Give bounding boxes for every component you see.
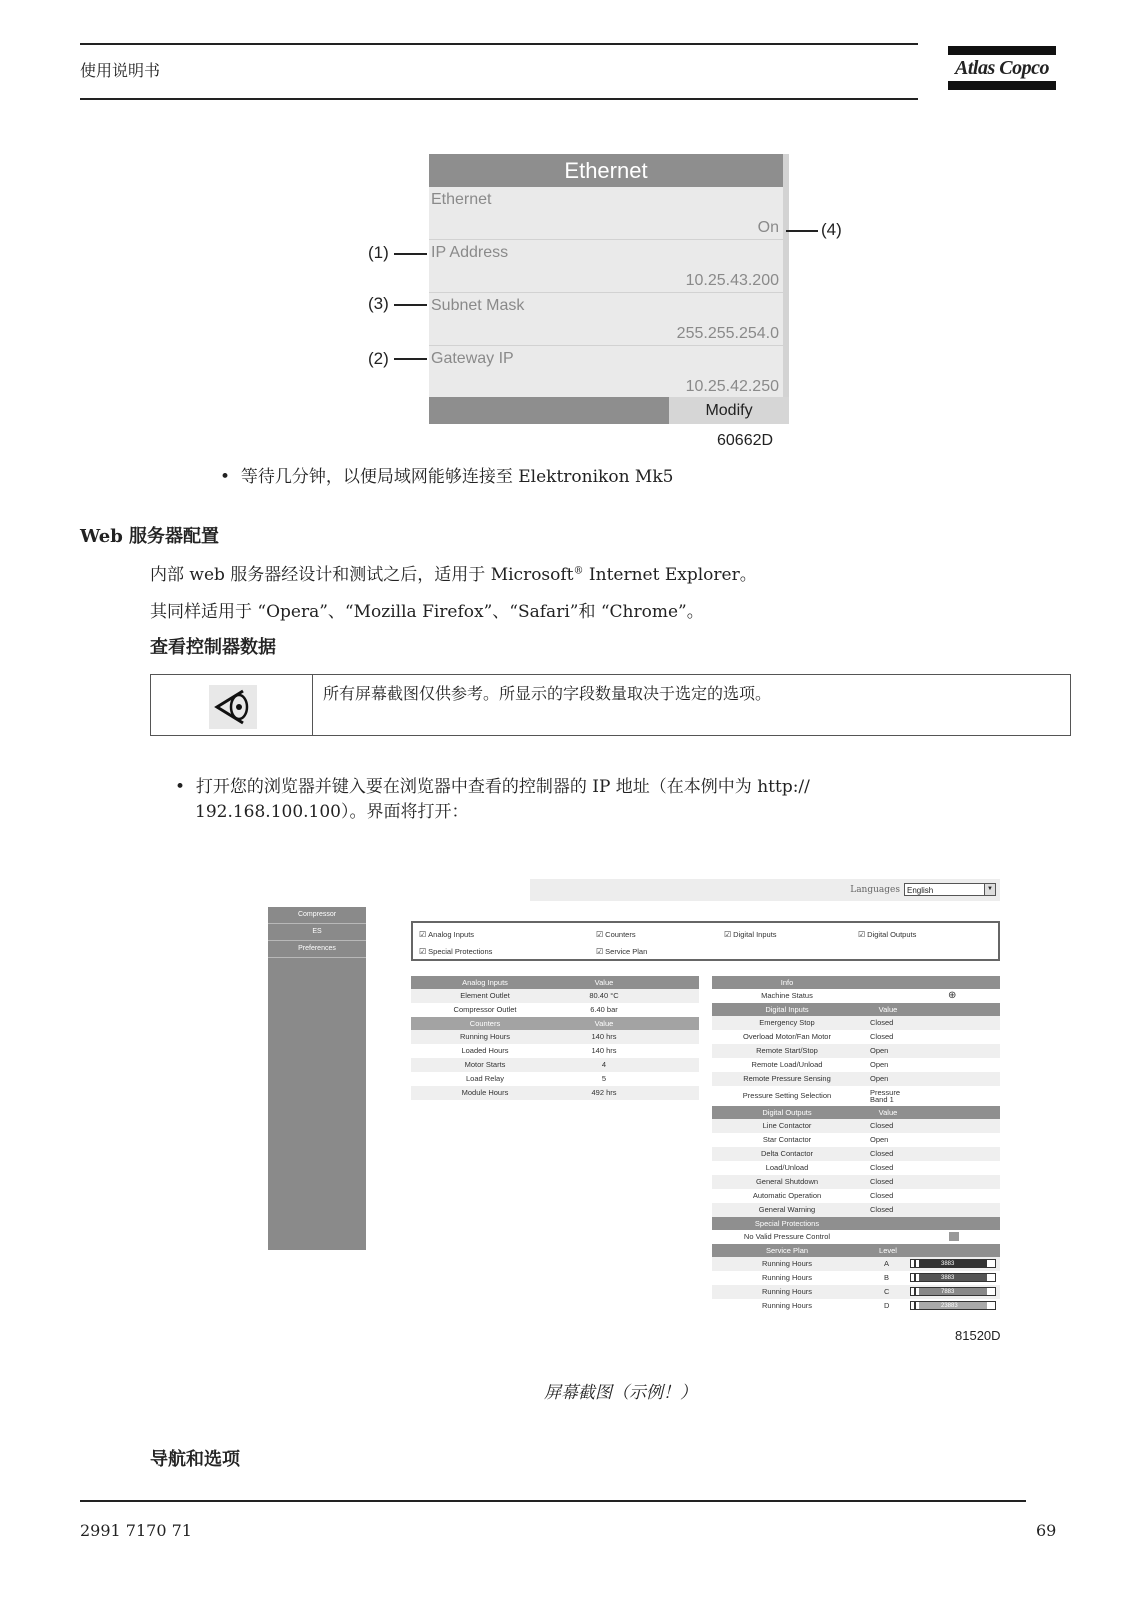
chevron-down-icon: ▼ (984, 884, 995, 895)
table-row: Running Hours D 23883 (712, 1299, 1000, 1313)
eye-icon (209, 685, 257, 729)
modify-button[interactable]: Modify (669, 397, 789, 424)
table-row: Machine Status ⊕ (761, 990, 957, 1001)
ethernet-panel-footer (429, 397, 789, 424)
analog-counters-table (411, 976, 699, 1100)
note-box (150, 674, 1071, 736)
checkbox-digital-outputs[interactable]: ☑ Digital Outputs (858, 930, 916, 939)
language-label: Languages (850, 885, 900, 895)
gateway-ip-value: 10.25.42.250 (685, 378, 779, 395)
protection-status-icon (949, 1232, 959, 1241)
table-row: General Warning Closed (712, 1203, 1000, 1217)
table-row: Loaded Hours 140 hrs (461, 1046, 617, 1055)
atlas-copco-logo: Atlas Copco (948, 46, 1056, 90)
table-row: Running Hours 140 hrs (411, 1030, 699, 1044)
table-header: Service Plan Level (712, 1244, 1000, 1257)
paragraph: 内部 web 服务器经设计和测试之后，适用于 Microsoft® Internet Explorer。 (150, 565, 757, 585)
table-row: Module Hours 492 hrs (411, 1086, 699, 1100)
header-rule-bottom (80, 98, 918, 100)
section-heading-nav: 导航和选项 (150, 1449, 240, 1470)
table-row: Element Outlet 80.40 °C (411, 989, 699, 1003)
table-row: General Shutdown Closed (712, 1175, 1000, 1189)
table-header: Counters Value (411, 1017, 699, 1030)
figure-code: 81520D (955, 1328, 1001, 1343)
header-rule-top (80, 43, 918, 45)
table-row: Line Contactor Closed (712, 1119, 1000, 1133)
table-row: Load/Unload Closed (765, 1163, 894, 1172)
callout-3: (3) (368, 294, 389, 313)
table-row: Motor Starts 4 (411, 1058, 699, 1072)
note-text: 所有屏幕截图仅供参考。所显示的字段数量取决于选定的选项。 (323, 684, 772, 703)
machine-status-icon: ⊕ (948, 990, 957, 1001)
table-row: Remote Pressure Sensing Open (712, 1072, 1000, 1086)
checkbox-digital-inputs[interactable]: ☑ Digital Inputs (724, 930, 777, 939)
table-row: Delta Contactor Closed (712, 1147, 1000, 1161)
table-header: Analog Inputs Value (411, 976, 699, 989)
table-row: Running Hours A 3883 (712, 1257, 1000, 1271)
figure-code: 60662D (717, 432, 774, 449)
table-row: Load Relay 5 (466, 1074, 607, 1083)
service-plan-bar: 3883 (910, 1259, 996, 1268)
subnet-mask-value: 255.255.254.0 (676, 325, 779, 342)
service-plan-bar: 7883 (910, 1287, 996, 1296)
service-plan-bar: 23883 (910, 1301, 996, 1310)
ip-address-value: 10.25.43.200 (685, 272, 779, 289)
table-row: Compressor Outlet 6.40 bar (453, 1005, 618, 1014)
language-select[interactable]: English ▼ (904, 883, 996, 896)
sidebar-item-compressor[interactable]: Compressor (268, 907, 366, 924)
figure-caption: 屏幕截图（示例！） (544, 1383, 697, 1403)
bullet-continuation: 192.168.100.100）。界面将打开： (195, 802, 469, 822)
service-plan-bar: 3883 (910, 1273, 996, 1282)
checkbox-service-plan[interactable]: ☑ Service Plan (596, 947, 647, 956)
language-bar (530, 879, 1000, 901)
section-heading-web: Web 服务器配置 (80, 526, 220, 547)
table-row: Star Contactor Open (762, 1135, 889, 1144)
table-header: Digital Inputs Value (712, 1003, 1000, 1016)
table-row: Emergency Stop Closed (712, 1016, 1000, 1030)
table-row: Pressure Setting Selection Pressure Band 1 (742, 1088, 901, 1104)
subnet-mask-row: Subnet Mask 255.255.254.0 (429, 293, 783, 346)
table-row: No Valid Pressure Control (712, 1230, 1000, 1244)
ethernet-panel (429, 154, 789, 424)
table-header: Info (712, 976, 1000, 989)
table-header: Special Protections (712, 1217, 1000, 1230)
checkbox-analog-inputs[interactable]: ☑ Analog Inputs (419, 930, 474, 939)
table-row: Remote Start/Stop Open (712, 1044, 1000, 1058)
table-row: Overload Motor/Fan Motor Closed (743, 1032, 894, 1041)
paragraph: 其同样适用于 “Opera”、“Mozilla Firefox”、“Safari”和 “Chrome”。 (150, 602, 704, 622)
ethernet-status-value: On (757, 219, 779, 236)
footer-rule (80, 1500, 1026, 1502)
header-title: 使用说明书 (80, 61, 161, 80)
table-row: Running Hours B 3883 (712, 1271, 1000, 1285)
ip-address-row: IP Address 10.25.43.200 (429, 240, 783, 293)
callout-2: (2) (368, 349, 389, 368)
bullet-item: • 打开您的浏览器并键入要在浏览器中查看的控制器的 IP 地址（在本例中为 http:// (175, 777, 810, 797)
gateway-ip-row: Gateway IP 10.25.42.250 (431, 350, 779, 395)
table-header: Digital Outputs Value (712, 1106, 1000, 1119)
ethernet-panel-title: Ethernet (429, 154, 783, 187)
table-row: Running Hours C 7883 (712, 1285, 1000, 1299)
table-row: Automatic Operation Closed (752, 1191, 894, 1200)
section-heading-view: 查看控制器数据 (150, 637, 276, 658)
page-number: 69 (1036, 1521, 1057, 1540)
sidebar-item-es[interactable]: ES (268, 924, 366, 941)
table-row: Remote Load/Unload Open (751, 1060, 889, 1069)
web-sidebar (268, 907, 366, 1250)
callout-4: (4) (821, 220, 842, 239)
bullet-item: • 等待几分钟，以便局域网能够连接至 Elektronikon Mk5 (220, 467, 674, 487)
ethernet-row: Ethernet On (429, 187, 783, 240)
checkbox-counters[interactable]: ☑ Counters (596, 930, 636, 939)
info-table (712, 976, 1000, 1313)
checkbox-special-protections[interactable]: ☑ Special Protections (419, 947, 492, 956)
callout-1: (1) (368, 243, 389, 262)
checkbox-panel (411, 921, 1000, 961)
document-number: 2991 7170 71 (80, 1521, 192, 1540)
sidebar-item-preferences[interactable]: Preferences (268, 941, 366, 958)
